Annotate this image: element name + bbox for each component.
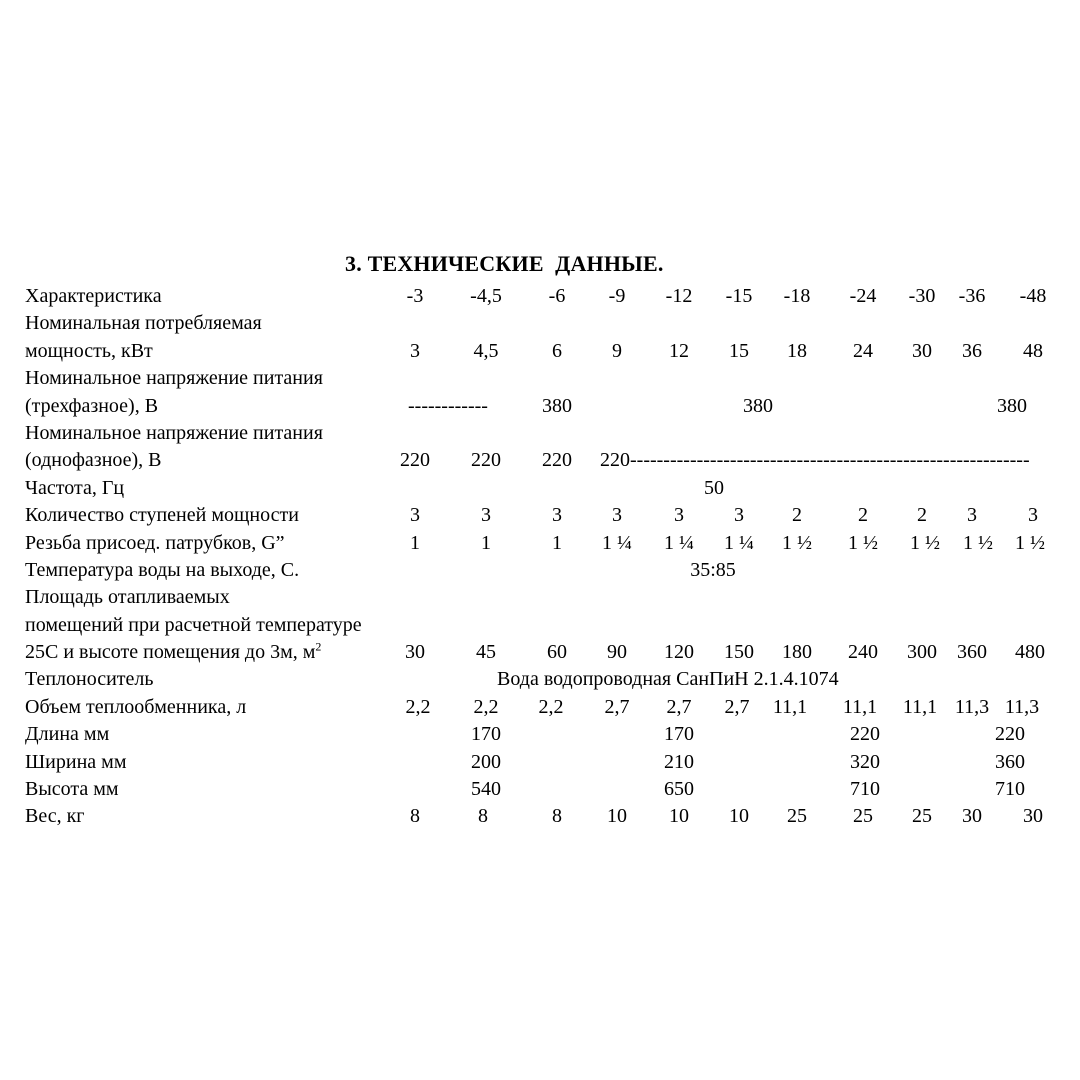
value-cell: 1 ½ [910,531,940,554]
row-label: Высота мм [25,778,119,801]
value-cell: 2,7 [666,695,692,718]
value-cell: 30 [405,641,425,664]
value-cell: 200 [471,750,501,773]
value-cell: 360 [995,750,1025,773]
value-cell: 35:85 [690,558,736,581]
value-cell: 1 ½ [782,531,812,554]
table-row [0,365,1080,392]
row-label-superscript: 2 [315,639,322,654]
row-label: Площадь отапливаемых [25,586,230,609]
column-header-cell: -3 [406,285,424,307]
value-cell: 4,5 [473,339,499,362]
table-row [0,475,1080,502]
row-label: Номинальное напряжение питания [25,421,323,444]
column-header-cell: -36 [958,285,986,307]
value-cell: 380 [743,394,773,417]
column-header-cell: -9 [608,285,626,307]
value-cell: 220 [471,449,501,472]
value-cell: 540 [471,778,501,801]
value-cell: 2 [792,504,802,527]
value-cell: 3 [552,504,562,527]
table-row [0,393,1080,420]
column-header-cell: -24 [849,285,877,307]
value-cell: 480 [1015,641,1045,664]
column-header-cell: -6 [548,285,566,307]
value-cell: 320 [850,750,880,773]
value-cell: 25 [853,805,873,828]
value-cell: 50 [704,476,724,499]
table-row [0,447,1080,474]
value-cell: 3 [734,504,744,527]
value-cell: 1 ¼ [664,531,694,554]
value-cell: 170 [664,723,694,746]
row-label [25,639,321,666]
row-label: Частота, Гц [25,476,125,499]
column-header-cell: -48 [1019,285,1047,307]
value-cell: 90 [607,641,627,664]
value-cell: 210 [664,750,694,773]
value-cell: 220 [995,723,1025,746]
value-cell: 1 ¼ [724,531,754,554]
value-cell: 2 [917,504,927,527]
value-cell: 150 [724,641,754,664]
row-label: мощность, кВт [25,339,153,362]
value-cell: 2 [858,504,868,527]
column-header-cell: -12 [665,285,693,307]
value-cell: 11,1 [902,695,938,718]
table-row [0,666,1080,693]
table-row [0,721,1080,748]
table-row [0,776,1080,803]
value-cell: 2,2 [405,695,431,718]
value-cell: 6 [552,339,562,362]
value-cell: 220 [400,449,430,472]
value-cell: 8 [552,805,562,828]
value-cell: 36 [962,339,982,362]
table-row [0,803,1080,830]
table-row [0,420,1080,447]
row-label: Ширина мм [25,750,127,773]
value-cell: 25 [912,805,932,828]
value-cell: 380 [997,394,1027,417]
value-cell: 30 [962,805,982,828]
value-cell: 360 [957,641,987,664]
value-cell: 220 [850,723,880,746]
table-row [0,557,1080,584]
value-cell: 2,7 [724,695,750,718]
value-cell: 45 [476,641,496,664]
value-cell: 3 [410,339,420,362]
table-row [0,639,1080,666]
value-cell: 180 [782,641,812,664]
value-cell: 30 [1023,805,1043,828]
value-cell: 48 [1023,339,1043,362]
value-cell: 120 [664,641,694,664]
value-cell: 1 [481,531,491,554]
value-cell: 1 ½ [1015,531,1045,554]
table-row [0,584,1080,611]
value-cell: 3 [1028,504,1038,527]
value-cell: 11,3 [954,695,990,718]
row-label: Вес, кг [25,805,85,828]
row-label: помещений при расчетной температуре [25,613,362,636]
value-cell: 8 [410,805,420,828]
value-cell: 170 [471,723,501,746]
value-cell: 3 [967,504,977,527]
value-cell: 11,1 [772,695,808,718]
value-cell: 380 [542,394,572,417]
table-row [0,749,1080,776]
column-header-cell: -4,5 [470,285,502,307]
value-cell: 60 [547,641,567,664]
value-cell: 710 [995,778,1025,801]
column-header-cell: -18 [783,285,811,307]
value-cell: 650 [664,778,694,801]
row-label: Номинальное напряжение питания [25,367,323,390]
value-cell: 11,1 [842,695,878,718]
table-row [0,502,1080,529]
column-header-cell: -15 [725,285,753,307]
row-label: Резьба присоед. патрубков, G” [25,531,285,554]
value-cell: 300 [907,641,937,664]
value-cell: 11,3 [1004,695,1040,718]
value-cell: 1 ½ [848,531,878,554]
table-row [0,283,1080,310]
value-cell: 24 [853,339,873,362]
value-cell: 220------------------------------------------------------------ [600,449,1030,472]
value-cell: 10 [729,805,749,828]
column-header-cell: -30 [908,285,936,307]
table-row [0,612,1080,639]
value-cell: 1 [552,531,562,554]
value-cell: 30 [912,339,932,362]
row-label: Температура воды на выходе, С. [25,558,300,581]
value-cell: 10 [607,805,627,828]
value-cell: 240 [848,641,878,664]
row-label: Объем теплообменника, л [25,695,247,718]
value-cell: 1 [410,531,420,554]
row-label-text: 25С и высоте помещения до 3м, м [25,641,316,664]
table-row [0,694,1080,721]
technical-data-table [0,283,1080,831]
value-cell: 12 [669,339,689,362]
row-label: (однофазное), В [25,449,162,472]
value-cell: 3 [674,504,684,527]
table-row [0,530,1080,557]
value-cell: 25 [787,805,807,828]
value-cell: 3 [481,504,491,527]
value-cell: 18 [787,339,807,362]
row-label: Характеристика [25,285,162,307]
value-cell: 10 [669,805,689,828]
value-cell: 1 ¼ [602,531,632,554]
value-cell: 2,2 [538,695,564,718]
table-row [0,338,1080,365]
table-row [0,310,1080,337]
value-cell: 2,7 [604,695,630,718]
value-cell: 220 [542,449,572,472]
section-title: 3. ТЕХНИЧЕСКИЕ ДАННЫЕ. [345,251,664,276]
value-cell: 15 [729,339,749,362]
value-cell: Вода водопроводная СанПиН 2.1.4.1074 [497,668,839,691]
value-cell: 8 [478,805,488,828]
row-label: Количество ступеней мощности [25,504,299,527]
row-label: Длина мм [25,723,110,746]
value-cell: 710 [850,778,880,801]
row-label: (трехфазное), В [25,394,159,417]
row-label: Номинальная потребляемая [25,312,262,335]
value-cell: 3 [410,504,420,527]
value-cell: 9 [612,339,622,362]
value-cell: 3 [612,504,622,527]
value-cell: 1 ½ [963,531,993,554]
value-cell: ------------ [408,394,488,417]
value-cell: 2,2 [473,695,499,718]
row-label: Теплоноситель [25,668,154,691]
